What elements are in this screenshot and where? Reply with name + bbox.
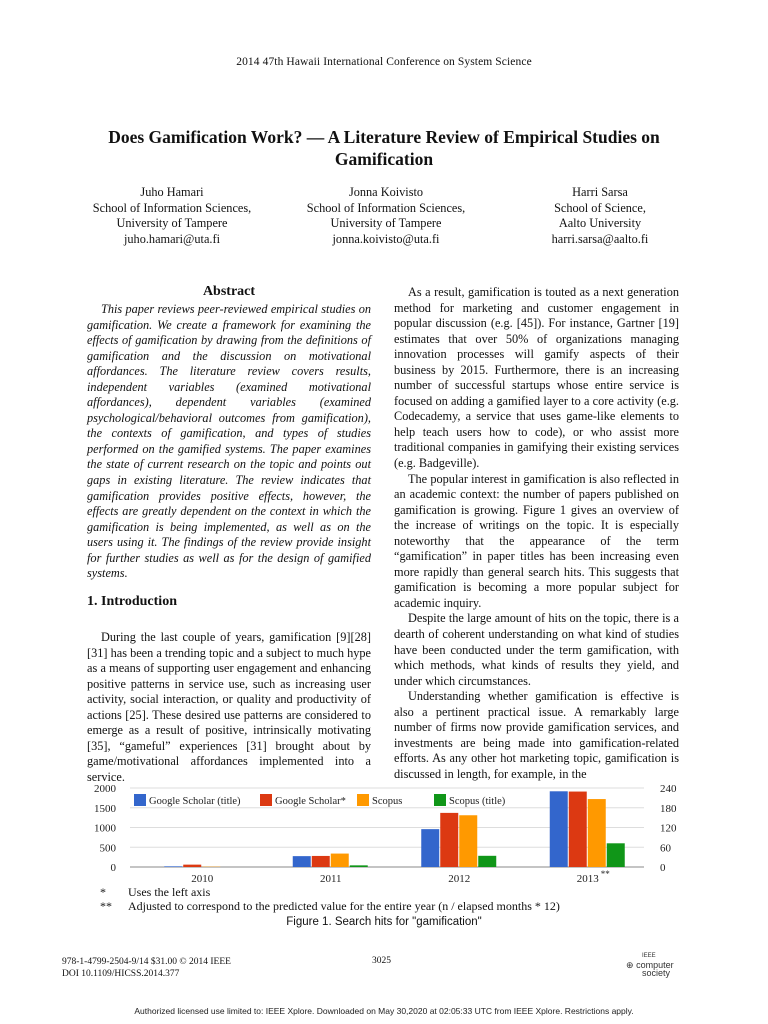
figure-caption: Figure 1. Search hits for "gamification"	[286, 916, 482, 928]
legend-label: Google Scholar (title)	[149, 796, 241, 807]
category-label: 2010	[191, 873, 214, 885]
author-dept: School of Science,	[554, 200, 646, 215]
bar-google-scholar-title-	[293, 856, 311, 867]
bar-google-scholar-	[312, 856, 330, 867]
bar-google-scholar-	[440, 813, 458, 867]
bar-scopus-title-	[478, 856, 496, 867]
abstract-text: This paper reviews peer-reviewed empirical studies on gamification. We create a framework for examining the effects of gamification by drawing from the definitions of gamification and the discussion on motivational affordances. The literature review covers results, independent variables (examined motivational affordances), dependent variables (examined psychological/behavioral outcomes from gamification), the contexts of gamification, and types of studies performed on the gamified systems. The paper examines the state of current research on the topic and points out gaps in existing literature. The review indicates that gamification provides positive effects, however, the effects are greatly dependent on the context in which the gamification is being implemented, as well as on the users using it. The findings of the review provide insight for further studies as well as for the design of gamified systems.	[87, 302, 371, 581]
note-text: Uses the left axis	[128, 885, 211, 899]
intro-paragraph: During the last couple of years, gamification [9][28][31] has been a trending topic and a subject to much hype as a means of supporting user engagement and enhancing positive patterns in service use, such as increasing user activity, social interaction, or quality and productivity of actions [25]. These desired use patterns are considered to emerge as a result of positive, intrinsically motivating [35], “gameful” experiences [31] brought about by game/motivational affordances implemented into a service.	[87, 630, 371, 784]
title-line-2: Gamification	[334, 149, 434, 169]
author-name: Juho Hamari	[140, 185, 204, 199]
author-org: University of Tampere	[116, 216, 228, 231]
license-notice: Authorized licensed use limited to: IEEE Xplore. Downloaded on May 30,2020 at 02:05:33 UTC from IEEE Xplore. Restrictions apply.	[134, 1006, 634, 1016]
legend-label: Google Scholar*	[275, 796, 346, 807]
paragraph: The popular interest in gamification is also reflected in an academic context: the number of papers published on gamification is growing. Figure 1 gives an overview of the increase of writings on the topic. It is especially noteworthy that the appearance of the term “gamification” in paper titles has been increasing even more rapidly than general search hits. This suggests that gamification is becoming a more popular subject for academic inquiry.	[394, 471, 679, 610]
right-column	[394, 285, 679, 783]
legend-swatch	[434, 794, 446, 806]
legend-swatch	[357, 794, 369, 806]
paragraph: Despite the large amount of hits on the topic, there is a dearth of coherent understanding on what kind of studies have been conducted under the term gamification, with which methods, what kinds of results they yield, and under which circumstances.	[394, 611, 679, 688]
note-mark: *	[100, 885, 106, 899]
note-text: Adjusted to correspond to the predicted value for the entire year (n / elapsed months * 12)	[128, 899, 560, 913]
bar-scopus	[459, 815, 477, 867]
right-axis-tick: 240	[660, 783, 677, 795]
left-axis-tick: 2000	[94, 783, 116, 795]
author-block	[67, 185, 277, 247]
footer-left	[62, 956, 231, 980]
right-axis-tick: 60	[660, 842, 671, 855]
search-hits-chart	[84, 780, 688, 890]
note-mark: **	[100, 899, 112, 913]
left-axis-tick: 500	[99, 842, 116, 855]
author-email[interactable]: jonna.koivisto@uta.fi	[332, 231, 440, 246]
right-axis-tick: 180	[660, 802, 677, 815]
author-email[interactable]: harri.sarsa@aalto.fi	[551, 231, 649, 246]
left-axis-tick: 1000	[94, 822, 116, 835]
logo-ieee: IEEE	[642, 953, 656, 959]
author-block	[281, 185, 491, 247]
ieee-cs-logo	[626, 952, 674, 978]
category-suffix: **	[600, 869, 610, 879]
isbn-line: 978-1-4799-2504-9/14 $31.00 © 2014 IEEE	[62, 957, 231, 967]
legend-label: Scopus	[372, 796, 403, 807]
paragraph: Understanding whether gamification is effective is also a pertinent practical issue. A remarkably large number of firms now provide gamification services, and investments are being made into gamification-related efforts. As any other hot marketing topic, gamification is discussed in length, for example, in the	[394, 689, 679, 781]
abstract-heading: Abstract	[202, 284, 256, 299]
abstract-body	[87, 302, 371, 582]
paragraph: As a result, gamification is touted as a next generation method for marketing and customer engagement in popular discussion (e.g. [45]). For instance, Gartner [19] estimates that over 50% of organizations managing innovation processes will gamify aspects of their business by 2015. Furthermore, there is an increasing number of successful startups whose entire service is focused on adding a gamified layer to a core activity (e.g. Codecademy, a service that uses game-like elements to help teach users how to code), or who assist more traditional companies in gamifying their existing services (e.g. Badgeville).	[394, 285, 679, 471]
note-row	[100, 885, 560, 899]
legend-swatch	[260, 794, 272, 806]
legend-swatch	[134, 794, 146, 806]
note-row	[100, 899, 560, 913]
left-axis-tick: 1500	[94, 802, 116, 815]
category-label: 2013	[576, 873, 599, 885]
bar-google-scholar-title-	[550, 791, 568, 867]
left-axis-tick: 0	[110, 862, 116, 874]
conference-header: 2014 47th Hawaii International Conference on System Science	[236, 56, 532, 68]
bar-google-scholar-	[183, 865, 201, 867]
bar-scopus	[331, 854, 349, 867]
author-dept: School of Information Sciences,	[306, 200, 466, 215]
bar-google-scholar-title-	[164, 866, 182, 867]
logo-society: society	[642, 968, 671, 978]
legend-label: Scopus (title)	[449, 796, 506, 807]
title-line-1: Does Gamification Work? — A Literature Review of Empirical Studies on	[108, 127, 660, 147]
right-axis-tick: 120	[660, 822, 677, 835]
author-email[interactable]: juho.hamari@uta.fi	[123, 231, 220, 246]
category-label: 2012	[448, 873, 471, 885]
paper-title	[70, 126, 698, 170]
bar-google-scholar-title-	[421, 829, 439, 867]
author-name: Harri Sarsa	[572, 185, 628, 199]
author-org: University of Tampere	[330, 216, 442, 231]
author-org: Aalto University	[558, 216, 642, 231]
page-number: 3025	[372, 956, 391, 966]
bar-scopus-title-	[350, 865, 368, 867]
right-axis-tick: 0	[660, 862, 666, 874]
bar-scopus	[588, 799, 606, 867]
bar-google-scholar-	[569, 792, 587, 867]
logo-computer: computer	[636, 959, 674, 970]
doi-line: DOI 10.1109/HICSS.2014.377	[62, 969, 180, 979]
author-block	[495, 185, 705, 247]
bar-scopus-title-	[607, 843, 625, 867]
author-name: Jonna Koivisto	[348, 185, 424, 199]
author-dept: School of Information Sciences,	[92, 200, 252, 215]
intro-body	[87, 630, 371, 785]
category-label: 2011	[319, 873, 342, 885]
figure-notes	[100, 885, 560, 913]
globe-icon: ⊕	[626, 959, 634, 970]
section-heading-introduction: 1. Introduction	[87, 594, 177, 609]
